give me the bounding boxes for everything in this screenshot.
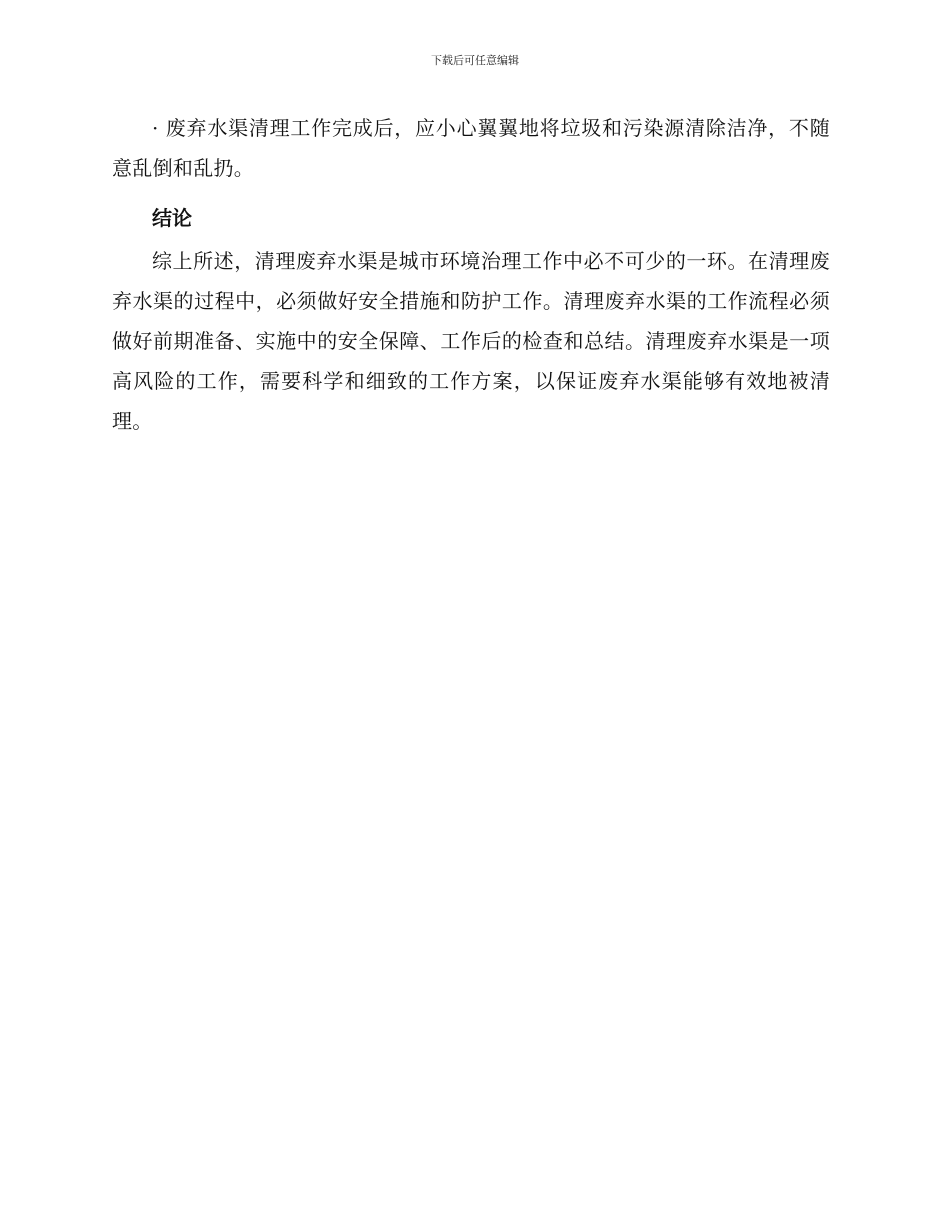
document-body [112, 108, 830, 441]
conclusion-heading: 结论 [152, 206, 192, 230]
conclusion-paragraph: 综上所述，清理废弃水渠是城市环境治理工作中必不可少的一环。在清理废弃水渠的过程中，必须做好安全措施和防护工作。清理废弃水渠的工作流程必须做好前期准备、实施中的安全保障、工作后的检查和总结。清理废弃水渠是一项高风险的工作，需要科学和细致的工作方案，以保证废弃水渠能够有效地被清理。 [112, 249, 830, 433]
page-header: 下载后可任意编辑 [431, 54, 519, 67]
bullet-paragraph: · 废弃水渠清理工作完成后，应小心翼翼地将垃圾和污染源清除洁净，不随意乱倒和乱扔。 [112, 116, 830, 180]
